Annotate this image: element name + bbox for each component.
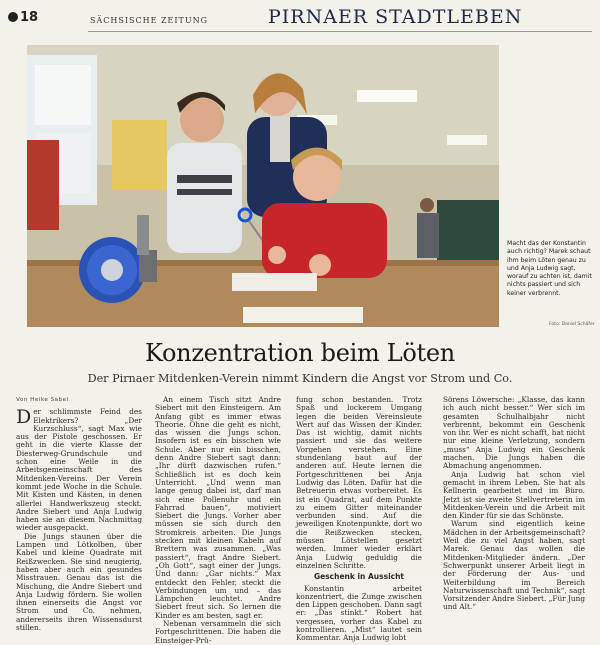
photo-credit: Foto: Daniel Schäfer <box>549 322 595 327</box>
byline: Von Heike Sabel <box>16 397 69 403</box>
article-column-3 <box>296 396 422 643</box>
classroom-photo-illustration <box>27 45 499 327</box>
article-headline: Konzentration beim Löten <box>145 339 455 367</box>
paragraph: Der schlimmste Feind des Elektrikers? „Der Kurzschluss“, sagt Max wie aus der Pistole geschossen. Er geht in die vierte Klasse der Diesterweg-Grundschule und schon eine Weile in die Arbeitsgemeinschaft des Mitdenken-Vereins. Der Verein kommt jede Woche in die Schule. Mit Kisten und Kästen, in denen allerlei Handwerkszeug steckt. Andre Siebert und Anja Ludwig haben sie an diesem Nachmittag wieder ausgepackt. <box>16 406 142 533</box>
article-subheadline: Der Pirnaer Mitdenken-Verein nimmt Kindern die Angst vor Strom und Co. <box>87 372 513 385</box>
column-subheading: Geschenk in Aussicht <box>313 572 405 582</box>
page-header <box>8 6 592 32</box>
paragraph: Sörens Löwersche: „Klasse, das kann ich auch nicht besser.“ Wer sich im gesamten Schulhalbjahr nicht verbrennt, bekommt ein Geschenk von ihr. Wer es nicht schafft, hat nicht nur eine kleine Verletzung, sondern „muss“ Anja Ludwig ein Geschenk machen. Die Jungs haben die Abmachung angenommen. <box>443 395 585 471</box>
paragraph: Anja Ludwig hat schon viel gemacht in ihrem Leben. Sie hat als Kellnerin gearbeitet und im Büro. Jetzt ist sie zweite Stellvertreterin im Mitdenken-Verein und die Arbeit mit den Kinder für sie das Schönste. <box>443 469 585 521</box>
header-rule <box>88 31 592 32</box>
article-column-1 <box>16 396 142 632</box>
article-column-2 <box>155 396 281 645</box>
paragraph: fung schon bestanden. Trotz Spaß und lockerem Umgang legen die beiden Vereinsleute Wert auf das Wissen der Kinder. Das ist wichtig, damit nichts passiert und sie das weitere Vorgehen verstehen. Eine stundenlang baut auf der anderen auf. Heute lernen die Fortgeschrittenen bei Anja Ludwig das Löten. Dafür hat die Betreuerin etwas vorbereitet. Es ist ein Quadrat, auf dem Punkte zu einem Gitter miteinander verbunden sind. Auf die jeweiligen Knotenpunkte, dort wo die Reißzwecken stecken, müssen Lötstellen gesetzt werden. Immer wieder erklärt Anja Ludwig geduldig die einzelnen Schritte. <box>296 395 422 570</box>
newspaper-name: SÄCHSISCHE ZEITUNG <box>90 16 208 25</box>
paragraph: Konstantin arbeitet konzentriert, die Zunge zwischen den Lippen geschoben. Dann sagt er: „Das stinkt.“ Robert hat vergessen, vorher das Kabel zu kontrollieren. „Mist“ lautet sein Kommentar. Anja Ludwig lobt <box>296 583 422 643</box>
bullet-icon <box>8 12 18 22</box>
paragraph: Die Jungs staunen über die Lampen und Lötkolben, über Kabel und kleine Quadrate mit Reißzwecken. Sie sind neugierig, haben aber auch ein gesundes Misstrauen. Genau das ist die Mischung, die Andre Siebert und Anja Ludwig fördern. Sie wollen ihnen einerseits die Angst vor Strom und Co. nehmen, andererseits ihren Wissensdurst stillen. <box>16 531 142 633</box>
paragraph: Nebenan versammeln die sich Fortgeschrittenen. Die haben die Einsteiger-Prü- <box>155 619 281 645</box>
paragraph: An einem Tisch sitzt Andre Siebert mit den Einsteigern. Am Anfang gibt es immer etwas Theorie. Ohne die geht es nicht, das wissen die Jungs schon. Insofern ist es ein bisschen wie Schule. Aber nur ein bisschen, denn Andre Siebert sagt dann: „Ihr dürft dazwischen rufen.“ Schließlich ist es doch kein Unterricht. „Und wenn man lange genug dabei ist, darf man sich eine Pollenuhr und ein Fahrrad bauen“, motiviert Siebert die Jungs. Vorher aber müssen sie sich durch den Stromkreis arbeiten. Die Jungs stecken mit kleinen Kabeln auf Brettern was zusammen. „Was passiert“, fragt Andre Siebert. „Oh Gott“, sagt einer der Jungs. Und dann: „Gar nichts.“ Max entdeckt den Fehler, steckt die Verbindungen um und – das Lämpchen leuchtet. Andre Siebert freut sich. So lernen die Kinder es am besten, sagt er. <box>155 395 281 620</box>
article-column-4 <box>443 396 585 612</box>
page-number: 18 <box>8 10 38 25</box>
paragraph: Warum sind eigentlich keine Mädchen in der Arbeitsgemeinschaft? Weil die zu viel Angst haben, sagt Marek. Genau das wollen die Mitdenken-Mitglieder ändern. „Der Schwerpunkt unserer Arbeit liegt in der Förderung der Aus- und Weiterbildung im Bereich Naturwissenschaft und Technik“, sagt Vorsitzender Andre Siebert. „Für Jung und Alt.“ <box>443 519 585 612</box>
article-photo <box>27 45 499 327</box>
section-title: PIRNAER STADTLEBEN <box>268 6 523 28</box>
drop-cap: D <box>16 406 32 429</box>
photo-caption: Macht das der Konstantin auch richtig? Marek schaut ihm beim Löten genau zu und Anja Ludwig sagt, worauf zu achten ist, damit nichts passiert und sich keiner verbrennt. <box>507 240 592 297</box>
